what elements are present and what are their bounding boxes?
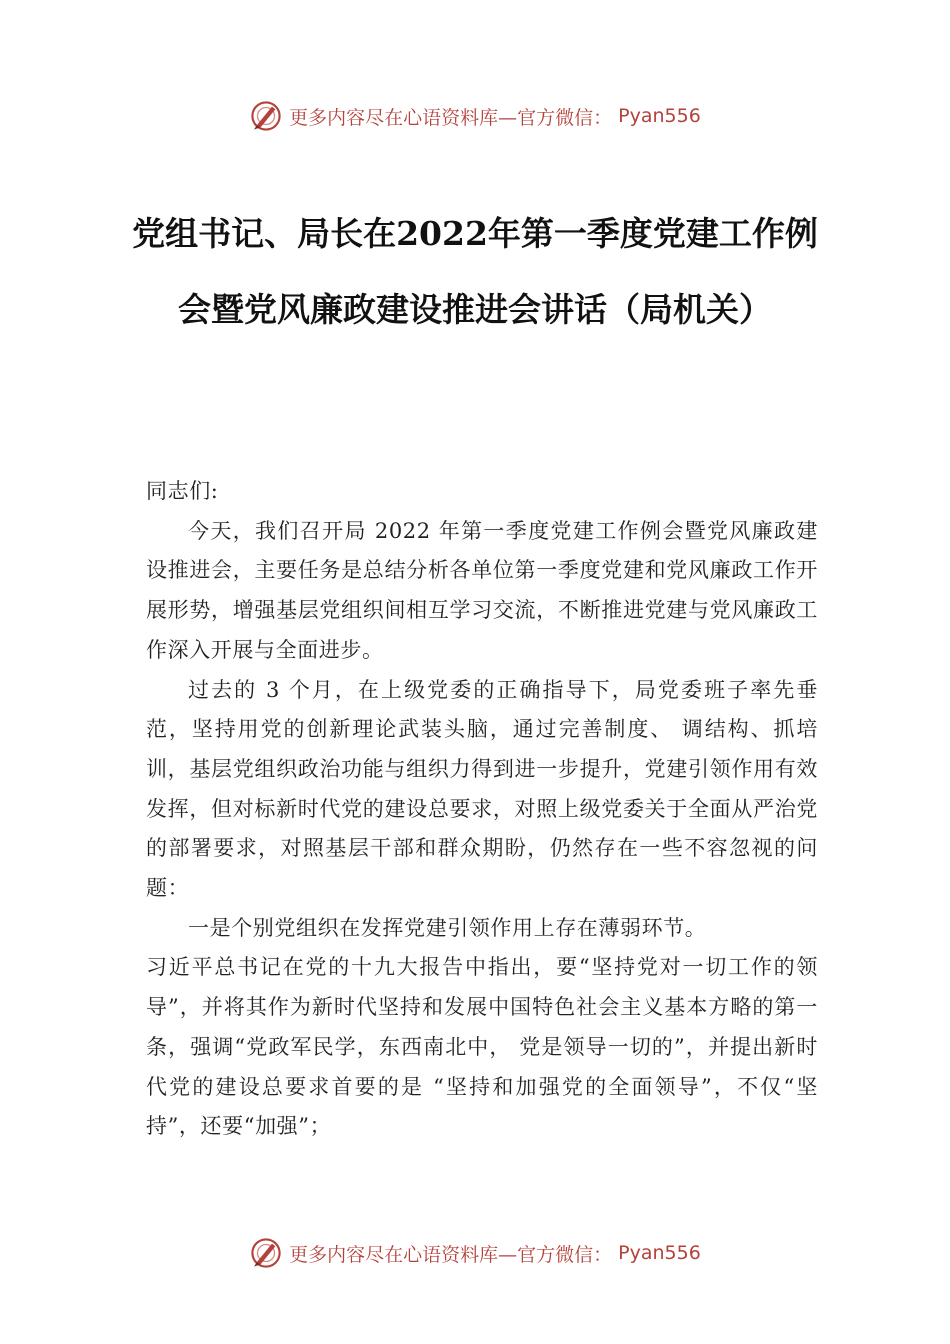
paragraph-continuation: 习近平总书记在党的十九大报告中指出，要“坚持党对一切工作的领导”，并将其作为新时代坚持和发展中国特色社会主义基本方略的第一条，强调“党政军民学，东西南北中， 党是领导一切的”，并提出新时代党的建设总要求首要的是 “坚持和加强党的全面领导”，不仅“坚持”，还要“加强”；	[146, 955, 818, 1139]
watermark-banner-top	[0, 96, 950, 136]
watermark-text: 更多内容尽在心语资料库—官方微信：	[289, 1243, 613, 1266]
document-title: 党组书记、局长在2022年第一季度党建工作例会暨党风廉政建设推进会讲话（局机关）	[132, 214, 818, 329]
paragraph-1: 今天，我们召开局 2022 年第一季度党建工作例会暨党风廉政建设推进会，主要任务是总结分析各单位第一季度党建和党风廉政工作开展形势，增强基层党组织间相互学习交流，不断推进党建与党风廉政工作深入开展与全面进步。	[146, 518, 818, 662]
brush-logo-icon	[249, 99, 283, 133]
paragraph-3: 一是个别党组织在发挥党建引领作用上存在薄弱环节。	[188, 915, 707, 940]
watermark-banner-bottom	[0, 1233, 950, 1273]
paragraph-2: 过去的 3 个月，在上级党委的正确指导下，局党委班子率先垂范，坚持用党的创新理论武装头脑，通过完善制度、 调结构、抓培训，基层党组织政治功能与组织力得到进一步提升，党建引领作用有效发挥，但对标新时代党的建设总要求，对照上级党委关于全面从严治党的部署要求，对照基层干部和群众期盼，仍然存在一些不容忽视的问题：	[146, 677, 818, 901]
brush-logo-icon	[249, 1236, 283, 1270]
watermark-wechat-id: Pyan556	[618, 1242, 701, 1264]
watermark-wechat-id: Pyan556	[618, 105, 701, 127]
document-body	[146, 472, 818, 1147]
salutation: 同志们:	[146, 479, 219, 503]
watermark-text: 更多内容尽在心语资料库—官方微信：	[289, 106, 613, 129]
